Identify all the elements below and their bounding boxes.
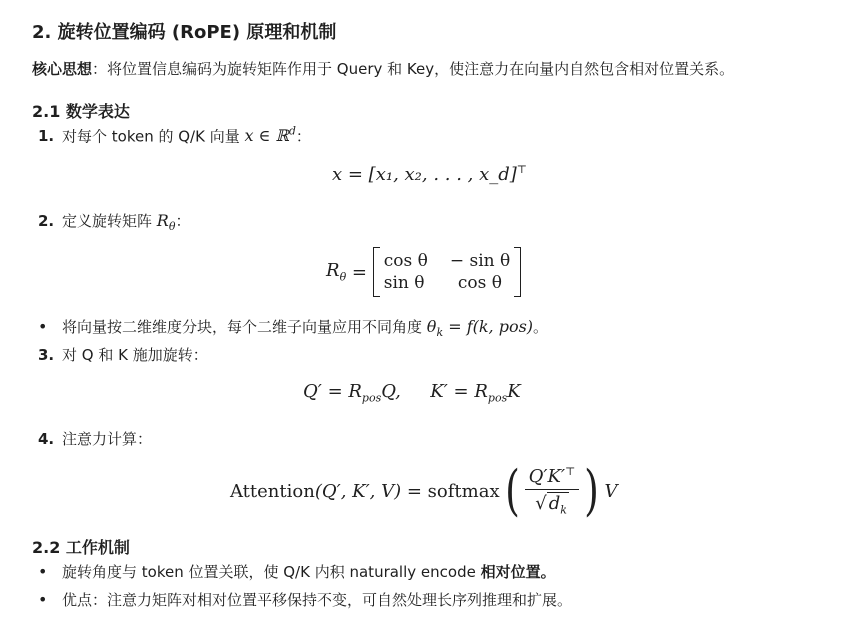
matrix-lhs: $R_\theta$ (326, 260, 347, 284)
list-number: 2. (38, 212, 55, 230)
matrix-cell: cos θ (383, 251, 428, 271)
list-item-2 (38, 210, 190, 233)
list-number: 4. (38, 430, 55, 448)
bullet-text: 将向量按二维维度分块，每个二维子向量应用不同角度 (62, 318, 423, 336)
list-text: 注意力计算： (62, 430, 153, 448)
equation-attention: Attention (Q′, K′, V) = softmax ( $\frac{Q'K'^⊤}{√ d_k}$ ) V (230, 459, 618, 522)
subsection-title-mechanism: 2.2 工作机制 (32, 538, 130, 557)
bullet-text: 旋转角度与 token 位置关联，使 Q/K 内积 naturally encode (62, 563, 481, 581)
bullet-text: 优点：注意力矩阵对相对位置平移保持不变，可自然处理长序列推理和扩展。 (62, 591, 573, 609)
list-item-1 (38, 125, 311, 146)
core-idea-text: ：将位置信息编码为旋转矩阵作用于 Query 和 Key，使注意力在向量内自然包含相对位置关系。 (92, 60, 735, 78)
list-bullet-mechanism: • 旋转角度与 token 位置关联，使 Q/K 内积 naturally encode 相对位置。 (38, 562, 556, 581)
core-idea-label: 核心思想 (32, 60, 93, 78)
inline-math: $R_\theta$ (156, 211, 176, 234)
matrix-cell: cos θ (457, 273, 502, 293)
equation-vector: x = [x₁, x₂, . . . , x_d]⊤ (332, 163, 528, 185)
section-heading: 2. 旋转位置编码 (RoPE) 原理和机制 (32, 22, 337, 43)
inline-math: $\theta_k = f(k$, pos) (426, 317, 534, 340)
equation-rotation-matrix: $R_\theta$ = cos θ − sin θ sin θ cos θ (326, 247, 521, 297)
list-bullet-blocks: • 将向量按二维维度分块，每个二维子向量应用不同角度 $\theta_k = f(k$, pos)。 (38, 317, 549, 340)
list-item-4 (38, 428, 152, 449)
subsection-title-math: 2.1 数学表达 (32, 102, 130, 121)
list-text: 对每个 token 的 Q/K 向量 (62, 127, 240, 146)
list-text: 对 Q 和 K 施加旋转： (62, 346, 208, 364)
list-punct: ： (175, 212, 191, 230)
list-number: 1. (38, 127, 55, 146)
bullet-bold-text: 相对位置 (480, 563, 541, 581)
list-text: 定义旋转矩阵 (62, 212, 153, 230)
matrix-cell: − sin θ (449, 251, 511, 271)
list-punct: ： (295, 127, 311, 146)
rotation-matrix (373, 247, 522, 297)
inline-math: x ∈ ℝ$^d$ (244, 125, 296, 146)
list-punct: 。 (533, 318, 549, 336)
matrix-cell: sin θ (383, 273, 425, 293)
list-bullet-advantage: • 优点：注意力矩阵对相对位置平移保持不变，可自然处理长序列推理和扩展。 (38, 590, 573, 609)
list-number: 3. (38, 346, 55, 364)
attention-fraction: $\frac{Q'K'^⊤}{√ d_k}$ (525, 465, 580, 517)
list-item-3 (38, 344, 208, 365)
core-idea-paragraph (32, 58, 734, 79)
equation-apply-rotation: $Q' = R_{pos}Q$, $K' = R_{pos}K$ (303, 381, 521, 405)
